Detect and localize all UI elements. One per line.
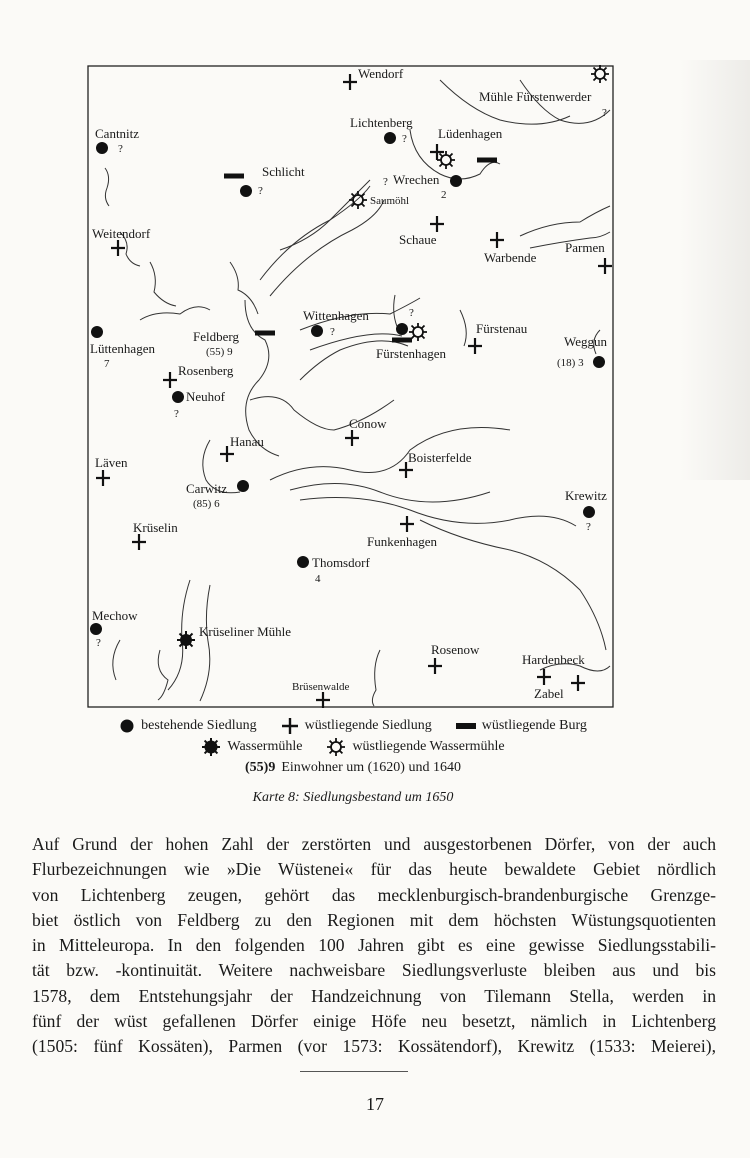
label-schaue: Schaue	[399, 232, 437, 247]
body-line: von Lichtenberg zeugen, gehört das mecklenburgisch-brandenburgische Grenzge-	[32, 884, 716, 905]
map-legend	[88, 715, 618, 778]
label-rosenberg: Rosenberg	[178, 363, 234, 378]
deserted-settlement-icon	[281, 717, 299, 735]
body-line: Flurbezeichnungen wie »Die Wüstenei« für das heute bewaldete Gebiet nördlich	[32, 859, 716, 880]
legend-row-3	[88, 757, 618, 778]
num-carwitz: (85) 6	[193, 498, 220, 510]
map-frame	[88, 66, 613, 707]
label-parmen: Parmen	[565, 240, 605, 255]
deserted-watermill-icon	[326, 737, 346, 757]
label-schlicht: Schlicht	[262, 164, 305, 179]
place-labels	[90, 66, 607, 701]
deserted-castle-icon	[456, 721, 476, 731]
num-feldberg: (55) 9	[206, 346, 233, 358]
label-lichtenberg: Lichtenberg	[350, 115, 413, 130]
q-schlicht: ?	[258, 185, 263, 197]
label-saumoehl: Saumöhl	[370, 195, 410, 207]
label-krueselin: Krüselin	[133, 520, 178, 535]
label-carwitz: Carwitz	[186, 481, 228, 496]
watermill-icon	[201, 737, 221, 757]
legend-existing: bestehende Siedlung	[141, 718, 257, 733]
footnote-rule	[300, 1071, 408, 1072]
legend-row-1	[88, 715, 618, 736]
q-krewitz: ?	[586, 521, 591, 533]
label-neuhof: Neuhof	[186, 389, 225, 404]
label-cantnitz: Cantnitz	[95, 126, 140, 141]
q-wittenhagen: ?	[330, 326, 335, 338]
label-weggun: Weggun	[564, 334, 607, 349]
body-line: 1578, dem Entstehungsjahr der Handzeichnung von Tilemann Stella, werden in	[32, 985, 716, 1006]
label-luettenhagen: Lüttenhagen	[90, 341, 155, 356]
label-wittenhagen: Wittenhagen	[303, 308, 369, 323]
legend-deserted-mill: wüstliegende Wassermühle	[352, 739, 505, 754]
map-caption: Karte 8: Siedlungsbestand um 1650	[252, 790, 454, 805]
q-muehle-fuerstenwerder: ?	[602, 107, 607, 119]
label-bruesenwalde: Brüsenwalde	[292, 681, 350, 693]
label-krueseliner-muehle: Krüseliner Mühle	[199, 624, 292, 639]
legend-row-2	[88, 736, 618, 757]
map-symbols	[90, 65, 612, 708]
num-thomsdorf: 4	[315, 573, 321, 585]
label-conow: Conow	[349, 416, 387, 431]
q-lichtenberg: ?	[402, 133, 407, 145]
label-funkenhagen: Funkenhagen	[367, 534, 438, 549]
label-weitendorf: Weitendorf	[92, 226, 151, 241]
label-boisterfelde: Boisterfelde	[408, 450, 472, 465]
num-wrechen: 2	[441, 189, 447, 201]
num-weggun: (18) 3	[557, 357, 584, 369]
label-rosenow: Rosenow	[431, 642, 480, 657]
body-line: in Mitteleuropa. In den folgenden 100 Jahren gibt es eine gewisse Siedlungsstabili-	[32, 935, 716, 956]
label-laeven: Läven	[95, 455, 128, 470]
label-wendorf: Wendorf	[358, 66, 404, 81]
legend-pop-sample: (55)9	[245, 760, 276, 775]
label-hardenbeck: Hardenbeck	[522, 652, 585, 667]
q-neuhof: ?	[174, 408, 179, 420]
label-krewitz: Krewitz	[565, 488, 607, 503]
label-warbende: Warbende	[484, 250, 537, 265]
q-fuerstenhagen: ?	[409, 307, 414, 319]
q-wrechen: ?	[383, 176, 388, 188]
label-luedenhagen: Lüdenhagen	[438, 126, 503, 141]
label-fuerstenhagen: Fürstenhagen	[376, 346, 447, 361]
body-line: tät bzw. -kontinuität. Weitere nachweisbare Siedlungsverluste bleiben aus und bis	[32, 960, 716, 981]
label-hanau: Hanau	[230, 434, 264, 449]
label-zabel: Zabel	[534, 686, 564, 701]
body-line: fünf der wüst gefallenen Dörfer einige Höfe neu besetzt, nämlich in Lichtenberg	[32, 1011, 716, 1032]
legend-watermill: Wassermühle	[227, 739, 303, 754]
body-line: biet östlich von Feldberg zu den Regionen mit dem höchsten Wüstungsquotienten	[32, 909, 716, 930]
legend-pop-text: Einwohner um (1620) und 1640	[281, 760, 461, 775]
body-paragraph	[32, 832, 716, 1060]
label-muehle-fuerstenwerder: Mühle Fürstenwerder	[479, 89, 592, 104]
label-feldberg: Feldberg	[193, 329, 239, 344]
existing-settlement-icon	[119, 718, 135, 734]
q-mechow: ?	[96, 637, 101, 649]
body-line: (1505: fünf Kossäten), Parmen (vor 1573: Kossätendorf), Krewitz (1533: Meierei),	[32, 1036, 716, 1057]
label-thomsdorf: Thomsdorf	[312, 555, 370, 570]
q-cantnitz: ?	[118, 143, 123, 155]
legend-castle: wüstliegende Burg	[481, 718, 587, 733]
label-wrechen: Wrechen	[393, 172, 440, 187]
label-mechow: Mechow	[92, 608, 138, 623]
page-number: 17	[366, 1094, 384, 1114]
label-fuerstenau: Fürstenau	[476, 321, 528, 336]
num-luettenhagen: 7	[104, 358, 110, 370]
legend-deserted: wüstliegende Siedlung	[304, 718, 432, 733]
body-line: Auf Grund der hohen Zahl der zerstörten und ausgestorbenen Dörfer, von der auch	[32, 834, 716, 854]
